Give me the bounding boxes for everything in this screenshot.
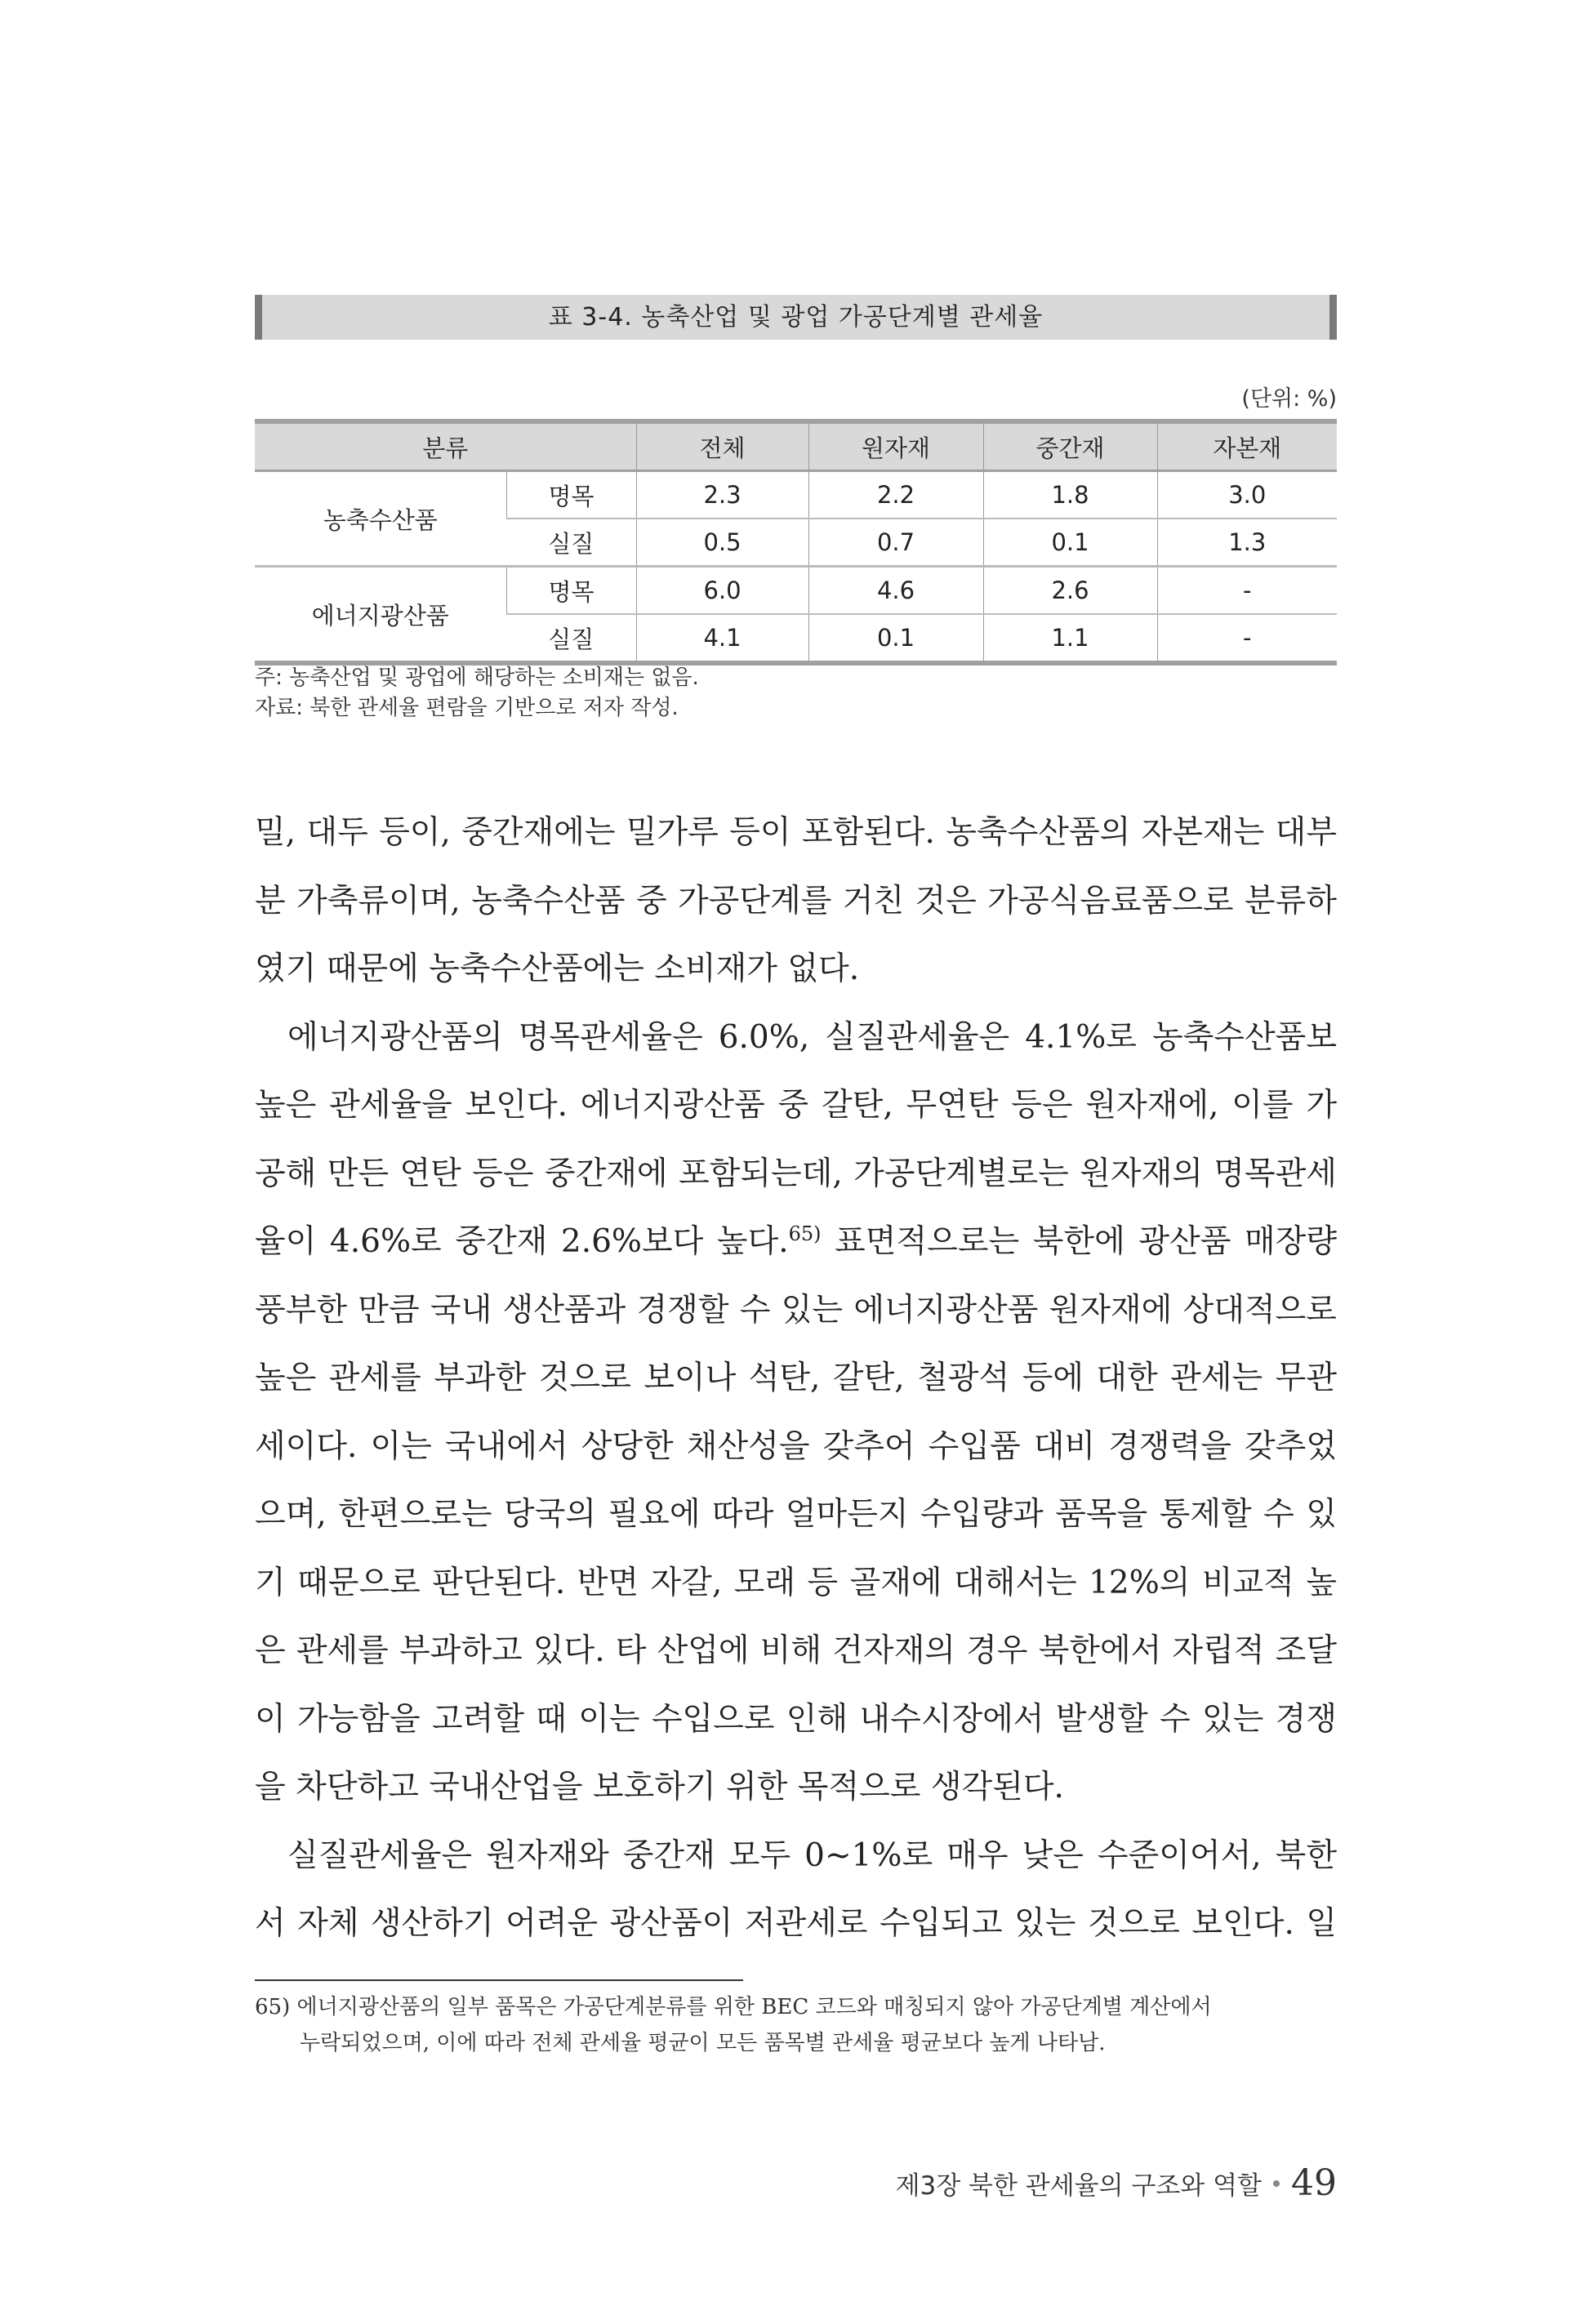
cell: 2.2 <box>808 471 983 519</box>
header-category: 분류 <box>255 421 636 471</box>
table-unit: (단위: %) <box>1241 386 1337 412</box>
body-line: 였기 때문에 농축수산품에는 소비재가 없다. <box>255 951 860 987</box>
footnote-divider <box>255 1979 743 1981</box>
cell: 2.6 <box>983 567 1157 615</box>
cell: 4.6 <box>808 567 983 615</box>
body-line: 높은 관세를 부과한 것으로 보이나 석탄, 갈탄, 철광석 등에 대한 관세는 무관 <box>255 1360 1337 1396</box>
body-line: 에너지광산품의 명목관세율은 6.0%, 실질관세율은 4.1%로 농축수산품보 <box>287 1018 1337 1056</box>
body-line: 을 차단하고 국내산업을 보호하기 위한 목적으로 생각된다. <box>255 1769 1064 1805</box>
body-line: 은 관세를 부과하고 있다. 타 산업에 비해 건자재의 경우 북한에서 자립적 조달 <box>255 1632 1337 1669</box>
header-capital: 자본재 <box>1157 421 1337 471</box>
chapter-title: 제3장 북한 관세율의 구조와 역할 <box>895 2171 1262 2201</box>
row-type: 실질 <box>506 614 636 663</box>
body-line: 기 때문으로 판단된다. 반면 자갈, 모래 등 골재에 대해서는 12%의 비교적 높 <box>255 1564 1337 1601</box>
header-intermediate: 중간재 <box>983 421 1157 471</box>
cell: 0.5 <box>636 519 808 567</box>
body-line: 공해 만든 연탄 등은 중간재에 포함되는데, 가공단계별로는 원자재의 명목관세 <box>255 1155 1337 1192</box>
body-line-part: 율이 4.6%로 중간재 2.6%보다 높다. <box>255 1223 789 1260</box>
table-row <box>255 471 1337 519</box>
body-line: 밀, 대두 등이, 중간재에는 밀가루 등이 포함된다. 농축수산품의 자본재는 대부 <box>255 814 1337 851</box>
bullet-icon <box>1273 2180 1280 2187</box>
body-text <box>255 799 1337 1958</box>
body-line: 서 자체 생산하기 어려운 광산품이 저관세로 수입되고 있는 것으로 보인다. 일 <box>255 1905 1337 1942</box>
cell: - <box>1157 614 1337 663</box>
footnote-line: 누락되었으며, 이에 따라 전체 관세율 평균이 모든 품목별 관세율 평균보다 높게 나타남. <box>300 2031 1106 2055</box>
body-line: 세이다. 이는 국내에서 상당한 채산성을 갖추어 수입품 대비 경쟁력을 갖추었 <box>255 1427 1337 1465</box>
header-total: 전체 <box>636 421 808 471</box>
footnote-reference[interactable]: 65) <box>788 1222 822 1245</box>
footnote <box>255 1989 1337 2061</box>
row-type: 명목 <box>506 471 636 519</box>
running-footer <box>896 2162 1337 2204</box>
cell: 0.1 <box>983 519 1157 567</box>
table-title: 표 3-4. 농축산업 및 광업 가공단계별 관세율 <box>255 295 1337 340</box>
body-line: 높은 관세율을 보인다. 에너지광산품 중 갈탄, 무연탄 등은 원자재에, 이를 가 <box>255 1087 1337 1124</box>
body-line <box>255 1208 1337 1276</box>
cell: 0.7 <box>808 519 983 567</box>
row-type: 명목 <box>506 567 636 615</box>
footnote-line: 65) 에너지광산품의 일부 품목은 가공단계분류를 위한 BEC 코드와 매칭되지 않아 가공단계별 계산에서 <box>255 1995 1212 2019</box>
group-label: 에너지광산품 <box>255 567 506 664</box>
cell: 2.3 <box>636 471 808 519</box>
cell: 4.1 <box>636 614 808 663</box>
row-type: 실질 <box>506 519 636 567</box>
body-line-part: 표면적으로는 북한에 광산품 매장량 <box>835 1223 1337 1260</box>
page-number: 49 <box>1291 2162 1337 2204</box>
body-line: 실질관세율은 원자재와 중간재 모두 0~1%로 매우 낮은 수준이어서, 북한 <box>287 1836 1337 1874</box>
table-header-row <box>255 421 1337 471</box>
table-notes <box>255 663 699 723</box>
table-note: 주: 농축산업 및 광업에 해당하는 소비재는 없음. <box>255 666 699 690</box>
header-raw: 원자재 <box>808 421 983 471</box>
body-line: 으며, 한편으로는 당국의 필요에 따라 얼마든지 수입량과 품목을 통제할 수 있 <box>255 1496 1337 1533</box>
cell: 0.1 <box>808 614 983 663</box>
table-source: 자료: 북한 관세율 편람을 기반으로 저자 작성. <box>255 696 679 720</box>
cell: 6.0 <box>636 567 808 615</box>
cell: 3.0 <box>1157 471 1337 519</box>
cell: - <box>1157 567 1337 615</box>
body-line: 풍부한 만큼 국내 생산품과 경쟁할 수 있는 에너지광산품 원자재에 상대적으로 <box>255 1291 1337 1329</box>
table-row <box>255 567 1337 615</box>
cell: 1.1 <box>983 614 1157 663</box>
group-label: 농축수산품 <box>255 471 506 567</box>
tariff-table <box>255 419 1337 666</box>
cell: 1.3 <box>1157 519 1337 567</box>
cell: 1.8 <box>983 471 1157 519</box>
body-line: 이 가능함을 고려할 때 이는 수입으로 인해 내수시장에서 발생할 수 있는 경쟁 <box>255 1700 1337 1738</box>
body-line: 분 가축류이며, 농축수산품 중 가공단계를 거친 것은 가공식음료품으로 분류하 <box>255 882 1337 919</box>
